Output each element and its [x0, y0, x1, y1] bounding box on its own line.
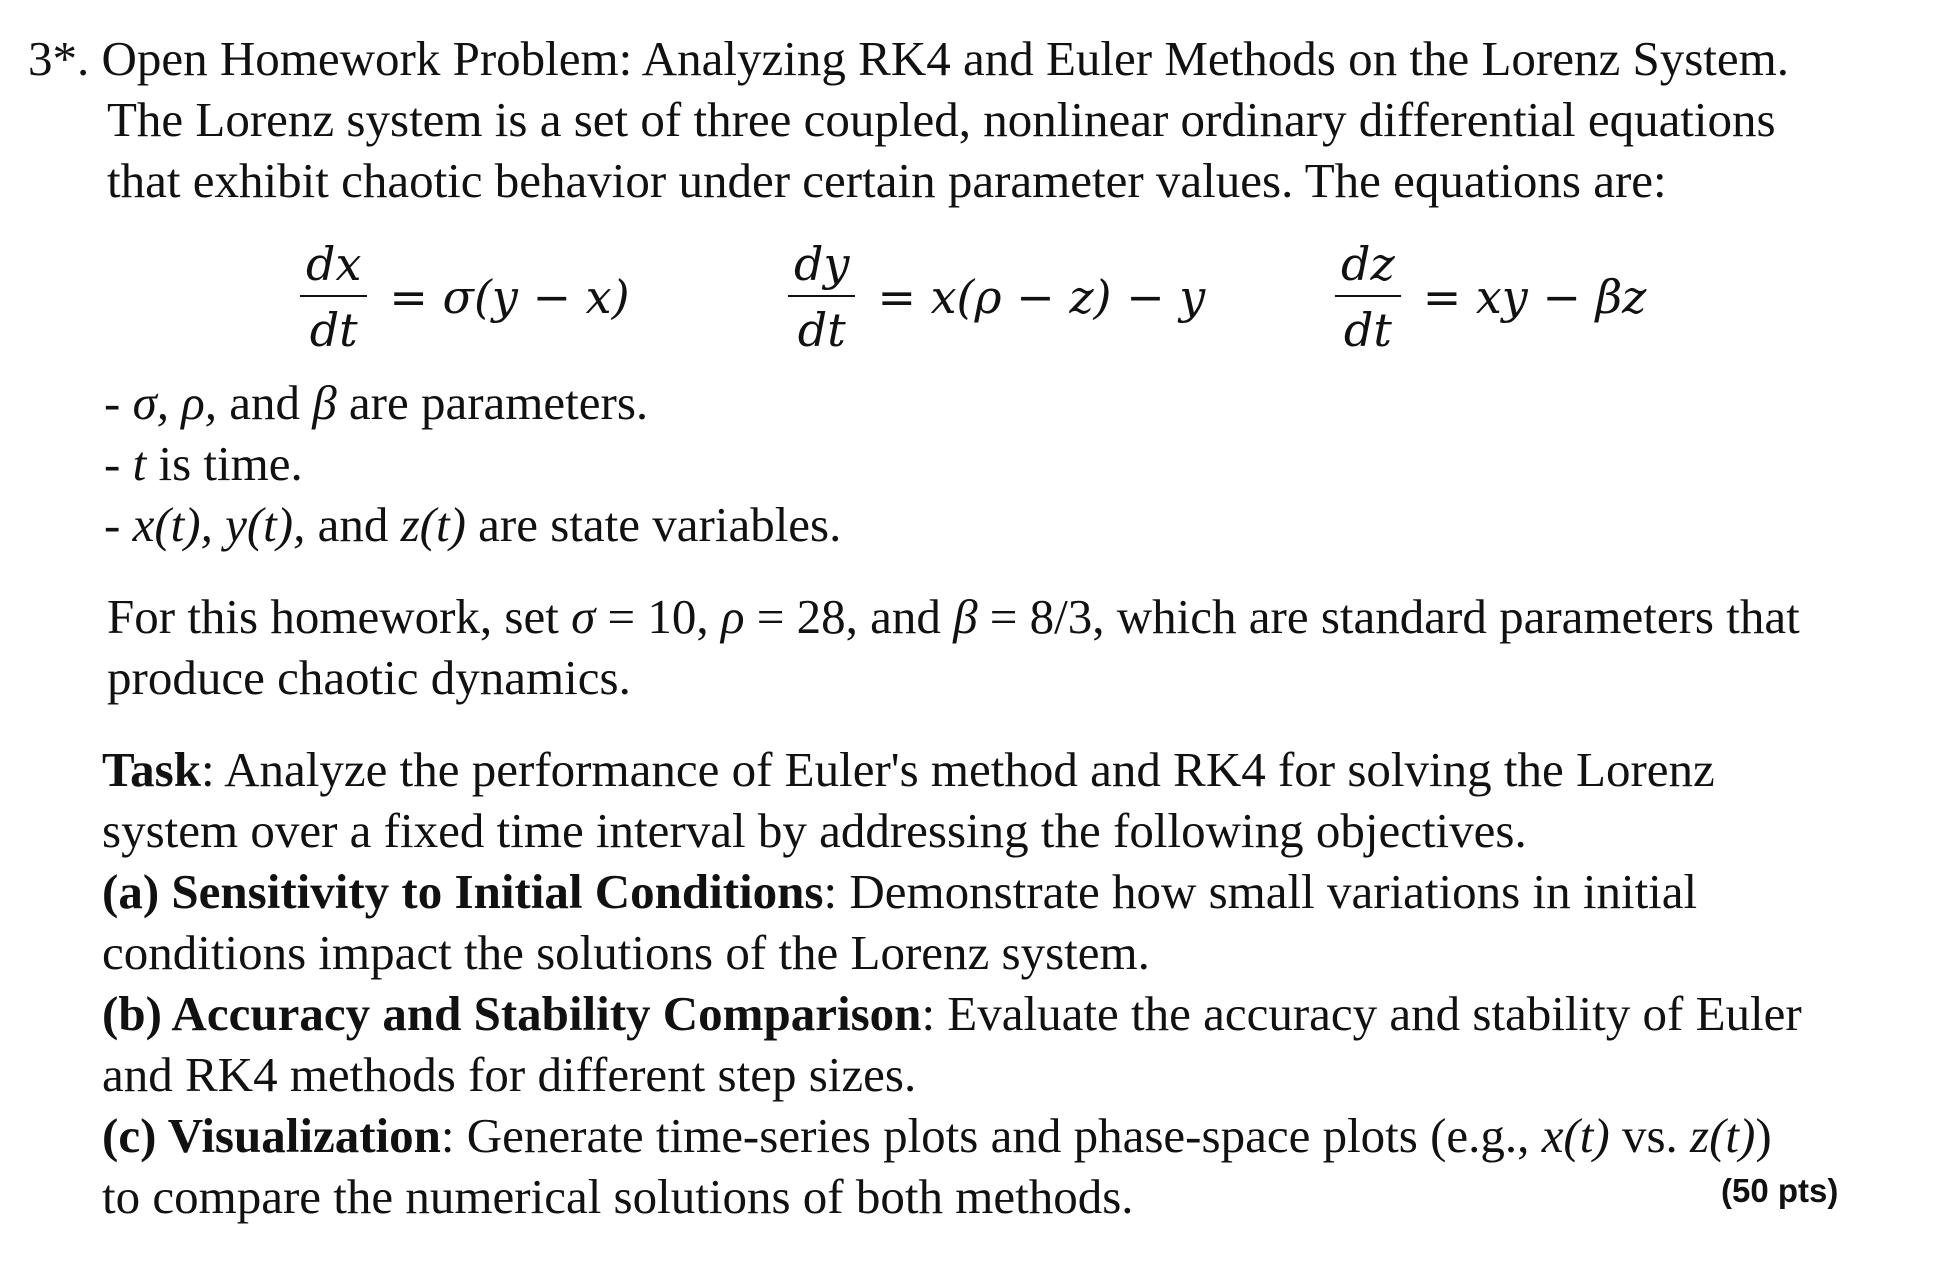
problem-number: 3*.	[28, 31, 90, 86]
equation-dy-dt	[788, 232, 1205, 362]
symbol-zt: z(t)	[400, 497, 466, 552]
objective-b-line-1	[102, 986, 1802, 1041]
definition-time	[104, 436, 303, 491]
objective-b-text: : Evaluate the accuracy and stability of Euler	[921, 986, 1802, 1041]
text-close-paren: )	[1755, 1108, 1772, 1163]
objective-b-line-2: and RK4 methods for different step sizes.	[102, 1047, 917, 1102]
objective-c-line-1	[102, 1108, 1772, 1163]
definition-parameters	[104, 375, 649, 430]
fraction-dy-dt	[788, 237, 855, 357]
intro-line-1: The Lorenz system is a set of three coupled, nonlinear ordinary differential equations	[107, 92, 1776, 147]
objective-a-text: : Demonstrate how small variations in initial	[823, 864, 1698, 919]
fraction-dz-dt	[1335, 237, 1401, 357]
symbol-sigma-rho: σ, ρ,	[132, 375, 218, 430]
fraction-numerator: dz	[1335, 241, 1401, 297]
points-label: (50 pts)	[1721, 1172, 1839, 1209]
symbol-beta: β	[953, 589, 978, 644]
value-sigma: = 10,	[595, 589, 721, 644]
task-line-1	[102, 742, 1715, 797]
symbol-t: t	[132, 436, 147, 491]
objective-b-label: (b) Accuracy and Stability Comparison	[102, 986, 922, 1041]
task-label: Task	[102, 742, 202, 797]
symbol-rho: ρ	[720, 589, 745, 644]
equation-rhs: = xy − βz	[1422, 270, 1647, 324]
text-are-parameters: are parameters.	[336, 375, 649, 430]
equation-dz-dt	[1335, 232, 1646, 362]
problem-title-line	[28, 31, 1789, 86]
symbol-zt: z(t)	[1690, 1108, 1756, 1163]
text-set: For this homework, set	[107, 589, 572, 644]
equation-rhs: = σ(y − x)	[389, 270, 630, 324]
text-and: and	[305, 497, 401, 552]
symbol-xt: x(t)	[1541, 1108, 1610, 1163]
objective-a-line-2: conditions impact the solutions of the Lorenz system.	[102, 925, 1150, 980]
objective-c-line-2: to compare the numerical solutions of both methods.	[102, 1169, 1134, 1224]
symbol-xt-yt: x(t), y(t),	[132, 497, 306, 552]
problem-title: Open Homework Problem: Analyzing RK4 and Euler Methods on the Lorenz System.	[101, 31, 1789, 86]
symbol-beta: β	[312, 375, 337, 430]
equation-rhs: = x(ρ − z) − y	[877, 270, 1206, 324]
objective-c-label: (c) Visualization	[102, 1108, 441, 1163]
text-is-time: is time.	[146, 436, 303, 491]
value-beta: = 8/3, which are standard parameters that	[977, 589, 1800, 644]
parameter-values-line-2: produce chaotic dynamics.	[107, 650, 631, 705]
fraction-denominator: dt	[309, 303, 358, 357]
symbol-sigma: σ	[571, 589, 596, 644]
equation-dx-dt	[300, 232, 630, 362]
fraction-denominator: dt	[797, 303, 846, 357]
fraction-denominator: dt	[1343, 303, 1392, 357]
text-vs: vs.	[1609, 1108, 1691, 1163]
fraction-numerator: dx	[300, 241, 367, 297]
parameter-values-line-1	[107, 589, 1800, 644]
objective-a-line-1	[102, 864, 1698, 919]
objective-c-text: : Generate time-series plots and phase-space plots (e.g.,	[440, 1108, 1542, 1163]
task-line-2: system over a fixed time interval by addressing the following objectives.	[102, 803, 1527, 858]
fraction-numerator: dy	[788, 241, 855, 297]
objective-a-label: (a) Sensitivity to Initial Conditions	[102, 864, 824, 919]
bullet-dash: -	[104, 497, 133, 552]
bullet-dash: -	[104, 375, 133, 430]
task-description: : Analyze the performance of Euler's method and RK4 for solving the Lorenz	[201, 742, 1715, 797]
fraction-dx-dt	[300, 237, 367, 357]
definition-state-variables	[104, 497, 842, 552]
text-and: and	[217, 375, 313, 430]
value-rho: = 28, and	[744, 589, 954, 644]
text-are-state-variables: are state variables.	[465, 497, 842, 552]
bullet-dash: -	[104, 436, 133, 491]
intro-line-2: that exhibit chaotic behavior under certain parameter values. The equations are:	[107, 153, 1667, 208]
